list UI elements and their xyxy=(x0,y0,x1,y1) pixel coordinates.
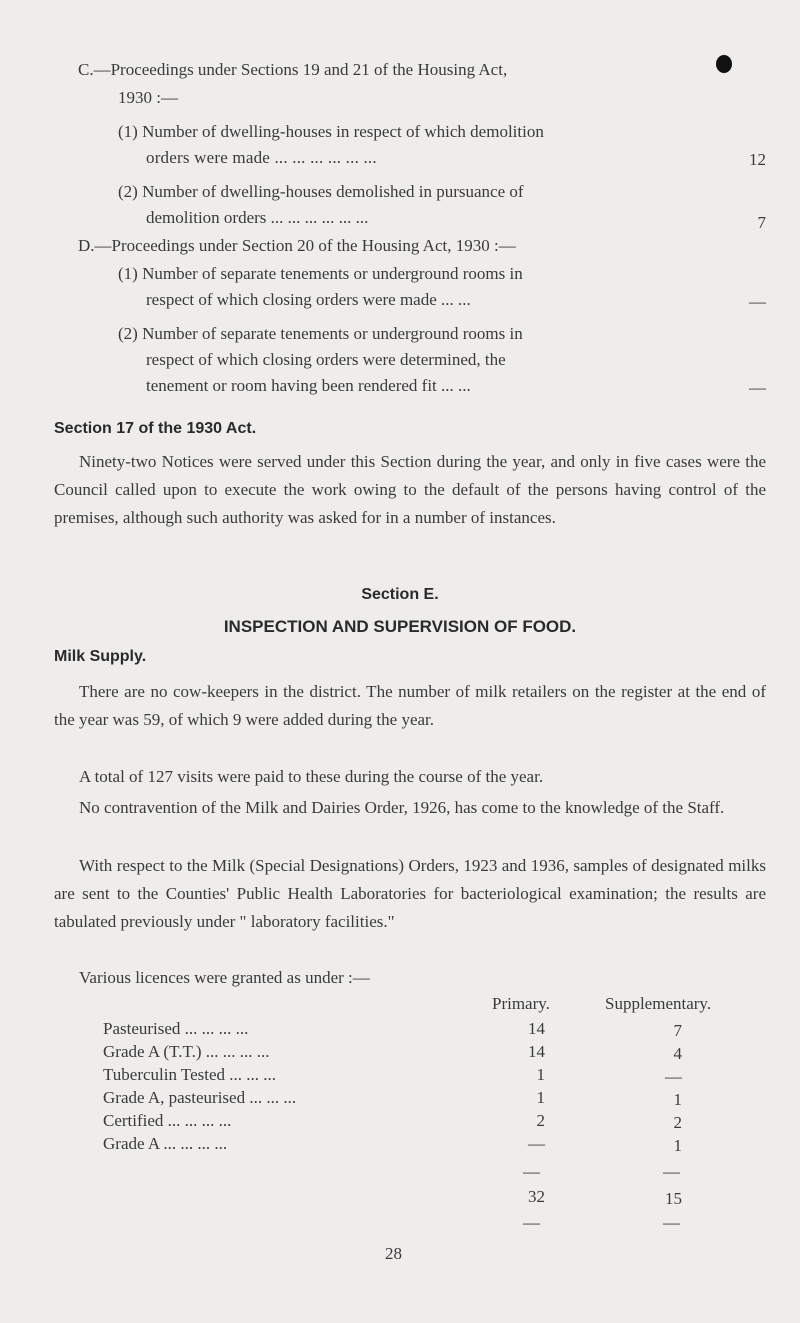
section-d-item-2-value: — xyxy=(749,378,766,397)
total-rule-primary: — xyxy=(523,1162,540,1181)
section-d-item-2: (2) Number of separate tenements or underground rooms in xyxy=(118,324,523,343)
section-d-item-1-value: — xyxy=(749,292,766,311)
section-c-item-2: (2) Number of dwelling-houses demolished in pursuance of xyxy=(118,182,524,201)
total-underline-primary: — xyxy=(523,1213,540,1232)
section-d-item-2-cont: respect of which closing orders were determined, the xyxy=(146,350,506,369)
licence-primary: 14 xyxy=(528,1019,545,1038)
section-e-title: INSPECTION AND SUPERVISION OF FOOD. xyxy=(223,617,577,636)
licence-primary: — xyxy=(528,1134,545,1153)
page-number: 28 xyxy=(385,1244,402,1263)
milk-paragraph-2: A total of 127 visits were paid to these during the course of the year. xyxy=(79,767,544,786)
licence-label: Grade A ... ... ... ... xyxy=(103,1134,228,1153)
section-c-item-1: (1) Number of dwelling-houses in respect of which demolition xyxy=(118,122,544,141)
col-supplementary-header: Supplementary. xyxy=(605,994,712,1013)
licences-intro: Various licences were granted as under :— xyxy=(79,968,370,987)
licence-supplementary: 1 xyxy=(673,1136,682,1155)
col-primary-header: Primary. xyxy=(492,994,550,1013)
licence-primary: 2 xyxy=(536,1111,545,1130)
section-d-heading: D.—Proceedings under Section 20 of the Housing Act, 1930 :— xyxy=(78,236,516,255)
section-17-heading: Section 17 of the 1930 Act. xyxy=(54,420,257,437)
section-d-item-2-cont-2: tenement or room having been rendered fit ... ... xyxy=(146,376,471,395)
milk-paragraph-3: No contravention of the Milk and Dairies Order, 1926, has come to the knowledge of the Staff. xyxy=(79,798,725,817)
licence-label: Grade A, pasteurised ... ... ... xyxy=(103,1088,297,1107)
section-c-item-2-cont: demolition orders ... ... ... ... ... ... xyxy=(146,208,369,227)
total-supplementary: 15 xyxy=(665,1189,682,1208)
licence-label: Grade A (T.T.) ... ... ... ... xyxy=(103,1042,270,1061)
milk-supply-heading: Milk Supply. xyxy=(54,648,147,665)
total-underline-supplementary: — xyxy=(663,1213,680,1232)
section-c-item-1-cont: orders were made ... ... ... ... ... ... xyxy=(146,148,377,167)
total-primary: 32 xyxy=(528,1187,545,1206)
licence-label: Certified ... ... ... ... xyxy=(103,1111,232,1130)
licence-supplementary: 2 xyxy=(673,1113,682,1132)
licence-supplementary: — xyxy=(665,1067,682,1086)
licence-primary: 1 xyxy=(536,1088,545,1107)
licence-primary: 1 xyxy=(536,1065,545,1084)
licence-primary: 14 xyxy=(528,1042,545,1061)
milk-paragraph-1: There are no cow-keepers in the district. The number of milk retailers on the register at the end of the year was 59, of which 9 were added during the year. xyxy=(54,682,766,729)
section-d-item-1-cont: respect of which closing orders were made ... ... xyxy=(146,290,471,309)
section-e-label: Section E. xyxy=(361,586,439,603)
licence-supplementary: 7 xyxy=(673,1021,682,1040)
section-c-item-2-value: 7 xyxy=(757,213,766,232)
section-c-heading-cont: 1930 :— xyxy=(118,88,178,107)
licence-supplementary: 1 xyxy=(673,1090,682,1109)
section-c-heading: C.—Proceedings under Sections 19 and 21 of the Housing Act, xyxy=(78,60,508,79)
milk-paragraph-4: With respect to the Milk (Special Designations) Orders, 1923 and 1936, samples of designated milks are sent to the Counties' Public Health Laboratories for bacteriological examination; the results are tabulated previously under " laboratory facilities." xyxy=(54,856,766,931)
ink-blot xyxy=(716,55,732,73)
section-17-paragraph: Ninety-two Notices were served under this Section during the year, and only in five cases were the Council called upon to execute the work owing to the default of the persons having control of the premises, although such authority was asked for in a number of instances. xyxy=(54,452,766,527)
licence-label: Tuberculin Tested ... ... ... xyxy=(103,1065,277,1084)
licence-supplementary: 4 xyxy=(673,1044,682,1063)
section-c-item-1-value: 12 xyxy=(749,150,766,169)
licence-label: Pasteurised ... ... ... ... xyxy=(103,1019,249,1038)
total-rule-supplementary: — xyxy=(663,1162,680,1181)
section-d-item-1: (1) Number of separate tenements or underground rooms in xyxy=(118,264,523,283)
